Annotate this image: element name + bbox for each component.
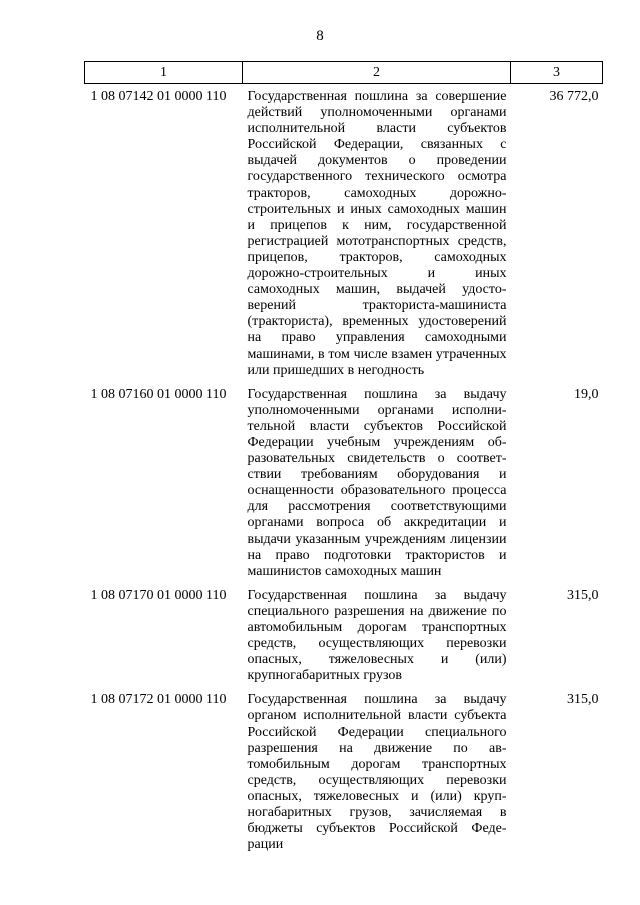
table-header-row [85,62,603,84]
description-cell: Государственная пошлина за выдачу органом исполнительной власти субъекта Российской Федерации специального разрешения на движение по автомобильным дорогам транспортных средств, осуществляющих перевозки опасных, тяжеловесных и (или) крупногабаритных грузов, зачисляемая в бюджеты субъектов Российской Федерации [247,692,507,853]
description-cell: Государственная пошлина за совершение действий уполномоченными органами исполнительной власти субъектов Российской Федерации, связанных с выдачей документов о проведении государственного технического осмотра тракторов, самоходных дорожно-строительных и иных самоходных машин и прицепов к ним, государственной регистрацией мототранспортных средств, прицепов, тракторов, самоходных дорожно-строительных и иных самоходных машин, выдачей удостоверений тракториста-машиниста (тракториста), временных удостоверений на право управления самоходными машинами, в том числе взамен утраченных или пришедших в негодность [247,89,507,378]
page-number: 8 [316,28,324,44]
budget-revenue-table [84,61,603,856]
amount-cell: 315,0 [567,587,599,603]
amount-cell: 36 772,0 [549,89,599,104]
amount-cell: 19,0 [574,386,599,402]
budget-code-cell: 1 08 07170 01 0000 110 [90,587,227,603]
table-row [85,687,603,856]
description-cell: Государственная пошлина за выдачу специального разрешения на движение по автомобильным дорогам транспортных средств, осуществляющих перевозки опасных, тяжеловесных и (или) крупногабаритных грузов [247,587,507,684]
table-row [85,583,603,688]
budget-code-cell: 1 08 07160 01 0000 110 [90,386,227,402]
table-row [85,382,603,583]
budget-code-cell: 1 08 07142 01 0000 110 [90,89,227,104]
table-row [85,84,603,382]
column-header-description: 2 [243,62,511,84]
column-header-code: 1 [85,62,243,84]
description-cell: Государственная пошлина за выдачу уполномоченными органами исполнительной власти субъектов Российской Федерации учебным учреждениям образовательных свидетельств о соответствии требованиям оборудования и оснащенности образовательного процесса для рассмотрения соответствующими органами вопроса об аккредитации и выдачи указанным учреждениям лицензии на право подготовки трактористов и машинистов самоходных машин [247,386,507,579]
amount-cell: 315,0 [567,692,599,708]
column-header-amount: 3 [511,62,603,84]
budget-code-cell: 1 08 07172 01 0000 110 [90,692,227,708]
